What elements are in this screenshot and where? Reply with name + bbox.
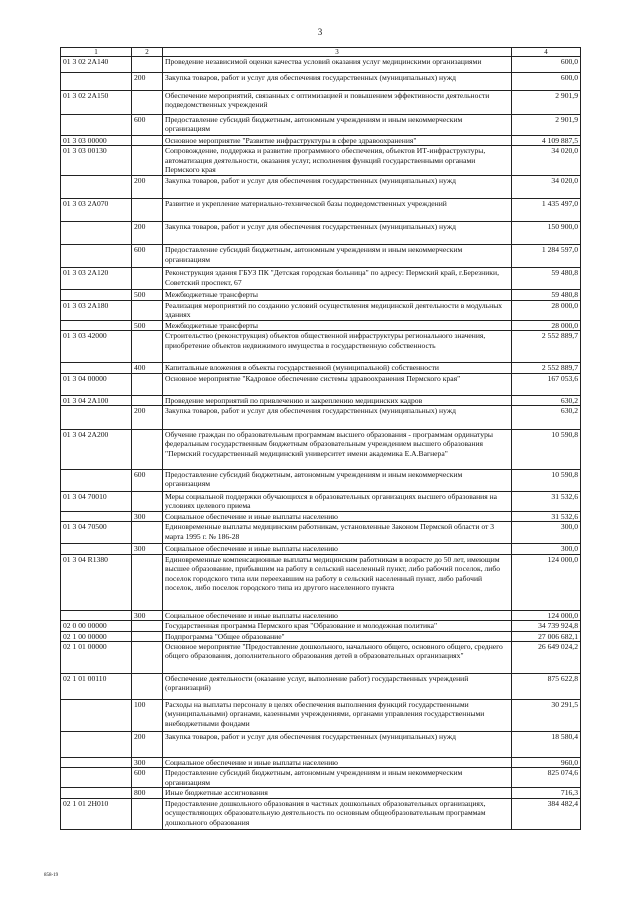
budget-table bbox=[60, 47, 581, 830]
cell-code bbox=[61, 610, 132, 620]
cell-name: Государственная программа Пермского края "Образование и молодежная политика" bbox=[163, 621, 512, 631]
cell-sum: 31 532,6 bbox=[512, 512, 581, 522]
cell-type: 200 bbox=[132, 73, 163, 91]
cell-name: Предоставление субсидий бюджетным, автономным учреждениям и иным некоммерческим организациям bbox=[163, 470, 512, 492]
cell-name: Закупка товаров, работ и услуг для обеспечения государственных (муниципальных) нужд bbox=[163, 222, 512, 245]
cell-code bbox=[61, 222, 132, 245]
table-row bbox=[61, 176, 581, 199]
budget-table-body bbox=[61, 48, 581, 830]
cell-name: Социальное обеспечение и иные выплаты населению bbox=[163, 544, 512, 554]
cell-name: Закупка товаров, работ и услуг для обеспечения государственных (муниципальных) нужд bbox=[163, 406, 512, 430]
cell-type: 300 bbox=[132, 758, 163, 768]
cell-type bbox=[132, 674, 163, 700]
cell-code: 01 3 04 2А200 bbox=[61, 430, 132, 470]
cell-type bbox=[132, 522, 163, 544]
cell-code bbox=[61, 363, 132, 373]
cell-type bbox=[132, 631, 163, 641]
cell-type: 600 bbox=[132, 245, 163, 268]
cell-name: Предоставление субсидий бюджетным, автономным учреждениям и иным некоммерческим организациям bbox=[163, 245, 512, 268]
cell-type: 600 bbox=[132, 470, 163, 492]
cell-code bbox=[61, 788, 132, 798]
cell-sum: 10 590,8 bbox=[512, 430, 581, 470]
cell-sum: 825 074,6 bbox=[512, 768, 581, 788]
cell-type: 200 bbox=[132, 406, 163, 430]
cell-type bbox=[132, 146, 163, 176]
cell-name: Реконструкция здания ГБУЗ ПК "Детская городская больница" по адресу: Пермский край, г.Березники, Советский проспект, 67 bbox=[163, 268, 512, 290]
cell-type: 500 bbox=[132, 290, 163, 300]
cell-name: Основное мероприятие "Развитие инфраструктуры в сфере здравоохранения" bbox=[163, 136, 512, 146]
cell-code bbox=[61, 700, 132, 732]
cell-sum: 300,0 bbox=[512, 544, 581, 554]
cell-sum: 2 901,9 bbox=[512, 115, 581, 136]
table-row bbox=[61, 798, 581, 829]
table-row bbox=[61, 631, 581, 641]
cell-code bbox=[61, 544, 132, 554]
cell-name: Иные бюджетные ассигнования bbox=[163, 788, 512, 798]
table-row bbox=[61, 544, 581, 554]
cell-code bbox=[61, 245, 132, 268]
cell-name: Предоставление субсидий бюджетным, автономным учреждениям и иным некоммерческим организациям bbox=[163, 768, 512, 788]
cell-type: 100 bbox=[132, 700, 163, 732]
table-row bbox=[61, 300, 581, 320]
table-row bbox=[61, 554, 581, 610]
table-row bbox=[61, 57, 581, 73]
cell-sum: 124 000,0 bbox=[512, 610, 581, 620]
page-number: 3 bbox=[317, 27, 323, 37]
cell-code bbox=[61, 470, 132, 492]
cell-type: 300 bbox=[132, 544, 163, 554]
cell-code: 01 3 03 2А070 bbox=[61, 199, 132, 222]
cell-type: 200 bbox=[132, 176, 163, 199]
cell-sum: 4 109 887,5 bbox=[512, 136, 581, 146]
cell-sum: 630,2 bbox=[512, 406, 581, 430]
cell-code: 01 3 03 00000 bbox=[61, 136, 132, 146]
table-row bbox=[61, 268, 581, 290]
cell-type: 300 bbox=[132, 512, 163, 522]
cell-code: 01 3 04 2А100 bbox=[61, 395, 132, 405]
cell-type: 300 bbox=[132, 610, 163, 620]
cell-code bbox=[61, 732, 132, 758]
header-col-name: 3 bbox=[163, 48, 512, 57]
cell-type bbox=[132, 373, 163, 395]
cell-type: 200 bbox=[132, 732, 163, 758]
cell-type bbox=[132, 492, 163, 512]
cell-name: Межбюджетные трансферты bbox=[163, 290, 512, 300]
cell-type: 200 bbox=[132, 222, 163, 245]
cell-type bbox=[132, 331, 163, 363]
cell-name: Единовременные выплаты медицинским работникам, установленные Законом Пермской области от 3 марта 1995 г. № 186-28 bbox=[163, 522, 512, 544]
header-col-type: 2 bbox=[132, 48, 163, 57]
cell-code: 01 3 03 00130 bbox=[61, 146, 132, 176]
cell-name: Предоставление дошкольного образования в частных дошкольных образовательных организациях, осуществляющих образовательную деятельность по основным общеобразовательным программам дошкольного образования bbox=[163, 798, 512, 829]
cell-type: 500 bbox=[132, 320, 163, 330]
cell-type bbox=[132, 136, 163, 146]
cell-sum: 30 291,5 bbox=[512, 700, 581, 732]
table-row bbox=[61, 621, 581, 631]
cell-name: Обеспечение деятельности (оказание услуг, выполнение работ) государственных учреждений (организаций) bbox=[163, 674, 512, 700]
header-col-sum: 4 bbox=[512, 48, 581, 57]
cell-type bbox=[132, 268, 163, 290]
cell-name: Обеспечение мероприятий, связанных с оптимизацией и повышением эффективности деятельности подведомственных учреждений bbox=[163, 91, 512, 115]
table-row bbox=[61, 115, 581, 136]
cell-name: Социальное обеспечение и иные выплаты населению bbox=[163, 758, 512, 768]
cell-type bbox=[132, 430, 163, 470]
table-row bbox=[61, 290, 581, 300]
cell-code: 01 3 04 R1380 bbox=[61, 554, 132, 610]
cell-code: 01 3 02 2А150 bbox=[61, 91, 132, 115]
cell-sum: 2 552 889,7 bbox=[512, 331, 581, 363]
cell-sum: 27 006 682,1 bbox=[512, 631, 581, 641]
cell-code bbox=[61, 290, 132, 300]
cell-code: 01 3 02 2А140 bbox=[61, 57, 132, 73]
cell-code: 01 3 03 42000 bbox=[61, 331, 132, 363]
table-row bbox=[61, 199, 581, 222]
cell-sum: 300,0 bbox=[512, 522, 581, 544]
cell-type bbox=[132, 554, 163, 610]
cell-name: Сопровождение, поддержка и развитие программного обеспечения, объектов ИТ-инфраструктуры, автоматизация деятельности, оказания услуг, исполнения функций государственными органами Пермского края bbox=[163, 146, 512, 176]
cell-name: Развитие и укрепление материально-технической базы подведомственных учреждений bbox=[163, 199, 512, 222]
table-row bbox=[61, 512, 581, 522]
cell-type: 400 bbox=[132, 363, 163, 373]
table-row bbox=[61, 136, 581, 146]
cell-name: Закупка товаров, работ и услуг для обеспечения государственных (муниципальных) нужд bbox=[163, 176, 512, 199]
table-row bbox=[61, 373, 581, 395]
cell-code bbox=[61, 320, 132, 330]
cell-code bbox=[61, 758, 132, 768]
cell-sum: 10 590,8 bbox=[512, 470, 581, 492]
cell-sum: 2 552 889,7 bbox=[512, 363, 581, 373]
cell-code: 02 0 00 00000 bbox=[61, 621, 132, 631]
cell-name: Межбюджетные трансферты bbox=[163, 320, 512, 330]
cell-sum: 34 020,0 bbox=[512, 146, 581, 176]
table-row bbox=[61, 363, 581, 373]
cell-sum: 1 284 597,0 bbox=[512, 245, 581, 268]
cell-name: Проведение мероприятий по привлечению и закреплению медицинских кадров bbox=[163, 395, 512, 405]
cell-code: 01 3 04 70010 bbox=[61, 492, 132, 512]
cell-sum: 18 580,4 bbox=[512, 732, 581, 758]
cell-name: Меры социальной поддержки обучающихся в образовательных организациях высшего образования на условиях целевого приема bbox=[163, 492, 512, 512]
cell-code: 02 1 00 00000 bbox=[61, 631, 132, 641]
cell-sum: 26 649 024,2 bbox=[512, 642, 581, 674]
cell-name: Строительство (реконструкция) объектов общественной инфраструктуры регионального значения, приобретение объектов недвижимого имущества в государственную собственность bbox=[163, 331, 512, 363]
cell-sum: 167 053,6 bbox=[512, 373, 581, 395]
table-row bbox=[61, 395, 581, 405]
table-row bbox=[61, 245, 581, 268]
cell-sum: 875 622,8 bbox=[512, 674, 581, 700]
cell-code bbox=[61, 73, 132, 91]
cell-type bbox=[132, 395, 163, 405]
cell-code: 02 1 01 00000 bbox=[61, 642, 132, 674]
cell-name: Основное мероприятие "Предоставление дошкольного, начального общего, основного общего, среднего общего образования, дополнительного образования детей в образовательных организациях" bbox=[163, 642, 512, 674]
table-row bbox=[61, 610, 581, 620]
table-row bbox=[61, 788, 581, 798]
cell-name: Основное мероприятие "Кадровое обеспечение системы здравоохранения Пермского края" bbox=[163, 373, 512, 395]
cell-name: Социальное обеспечение и иные выплаты населению bbox=[163, 512, 512, 522]
table-row bbox=[61, 470, 581, 492]
cell-type bbox=[132, 91, 163, 115]
table-row bbox=[61, 700, 581, 732]
cell-code bbox=[61, 512, 132, 522]
header-col-code: 1 bbox=[61, 48, 132, 57]
cell-type: 800 bbox=[132, 788, 163, 798]
cell-code: 01 3 03 2А120 bbox=[61, 268, 132, 290]
cell-name: Предоставление субсидий бюджетным, автономным учреждениям и иным некоммерческим организациям bbox=[163, 115, 512, 136]
cell-sum: 1 435 497,0 bbox=[512, 199, 581, 222]
cell-sum: 34 020,0 bbox=[512, 176, 581, 199]
cell-name: Реализация мероприятий по созданию условий осуществления медицинской деятельности в модульных зданиях bbox=[163, 300, 512, 320]
cell-sum: 59 480,8 bbox=[512, 268, 581, 290]
cell-code: 02 1 01 00110 bbox=[61, 674, 132, 700]
cell-sum: 600,0 bbox=[512, 57, 581, 73]
table-row bbox=[61, 91, 581, 115]
cell-code: 01 3 03 2А180 bbox=[61, 300, 132, 320]
cell-name: Подпрограмма "Общее образование" bbox=[163, 631, 512, 641]
table-row bbox=[61, 522, 581, 544]
cell-name: Закупка товаров, работ и услуг для обеспечения государственных (муниципальных) нужд bbox=[163, 732, 512, 758]
cell-name: Проведение независимой оценки качества условий оказания услуг медицинскими организациями bbox=[163, 57, 512, 73]
cell-type bbox=[132, 199, 163, 222]
cell-code bbox=[61, 406, 132, 430]
cell-sum: 600,0 bbox=[512, 73, 581, 91]
cell-type bbox=[132, 57, 163, 73]
cell-code: 02 1 01 2Н010 bbox=[61, 798, 132, 829]
cell-type: 600 bbox=[132, 115, 163, 136]
cell-name: Капитальные вложения в объекты государственной (муниципальной) собственности bbox=[163, 363, 512, 373]
cell-code bbox=[61, 768, 132, 788]
table-row bbox=[61, 406, 581, 430]
cell-sum: 384 482,4 bbox=[512, 798, 581, 829]
table-row bbox=[61, 320, 581, 330]
table-row bbox=[61, 492, 581, 512]
cell-sum: 28 000,0 bbox=[512, 320, 581, 330]
cell-sum: 31 532,6 bbox=[512, 492, 581, 512]
cell-code bbox=[61, 115, 132, 136]
cell-name: Расходы на выплаты персоналу в целях обеспечения выполнения функций государственными (муниципальными) органами, казенными учреждениями, органами управления государственными внебюджетными фондами bbox=[163, 700, 512, 732]
cell-code: 01 3 04 00000 bbox=[61, 373, 132, 395]
cell-sum: 28 000,0 bbox=[512, 300, 581, 320]
table-row bbox=[61, 732, 581, 758]
cell-name: Закупка товаров, работ и услуг для обеспечения государственных (муниципальных) нужд bbox=[163, 73, 512, 91]
table-row bbox=[61, 758, 581, 768]
cell-sum: 34 739 924,8 bbox=[512, 621, 581, 631]
cell-sum: 716,3 bbox=[512, 788, 581, 798]
table-row bbox=[61, 768, 581, 788]
table-header-row bbox=[61, 48, 581, 57]
table-row bbox=[61, 222, 581, 245]
cell-code: 01 3 04 70500 bbox=[61, 522, 132, 544]
cell-sum: 124 000,0 bbox=[512, 554, 581, 610]
table-row bbox=[61, 430, 581, 470]
footer-code: 858-19 bbox=[44, 873, 59, 878]
table-row bbox=[61, 674, 581, 700]
cell-type bbox=[132, 798, 163, 829]
cell-type bbox=[132, 300, 163, 320]
cell-code bbox=[61, 176, 132, 199]
table-row bbox=[61, 642, 581, 674]
cell-sum: 59 480,8 bbox=[512, 290, 581, 300]
cell-name: Единовременные компенсационные выплаты медицинским работникам в возрасте до 50 лет, имеющим высшее образование, прибывшим на работу в сельский населенный пункт, либо рабочий поселок, либо поселок городского типа или переехавшим на работу в сельский населенный пункт, либо рабочий поселок, либо поселок городского типа из другого населенного пункта bbox=[163, 554, 512, 610]
cell-sum: 2 901,9 bbox=[512, 91, 581, 115]
cell-type bbox=[132, 621, 163, 631]
table-row bbox=[61, 73, 581, 91]
table-row bbox=[61, 146, 581, 176]
cell-sum: 150 900,0 bbox=[512, 222, 581, 245]
cell-name: Обучение граждан по образовательным программам высшего образования - программам ординатуры федеральным государственным бюджетным образовательным учреждением высшего образования "Пермский государственный медицинский университет имени академика Е.А.Вагнера" bbox=[163, 430, 512, 470]
table-row bbox=[61, 331, 581, 363]
cell-type bbox=[132, 642, 163, 674]
cell-name: Социальное обеспечение и иные выплаты населению bbox=[163, 610, 512, 620]
cell-sum: 960,0 bbox=[512, 758, 581, 768]
cell-type: 600 bbox=[132, 768, 163, 788]
cell-sum: 630,2 bbox=[512, 395, 581, 405]
